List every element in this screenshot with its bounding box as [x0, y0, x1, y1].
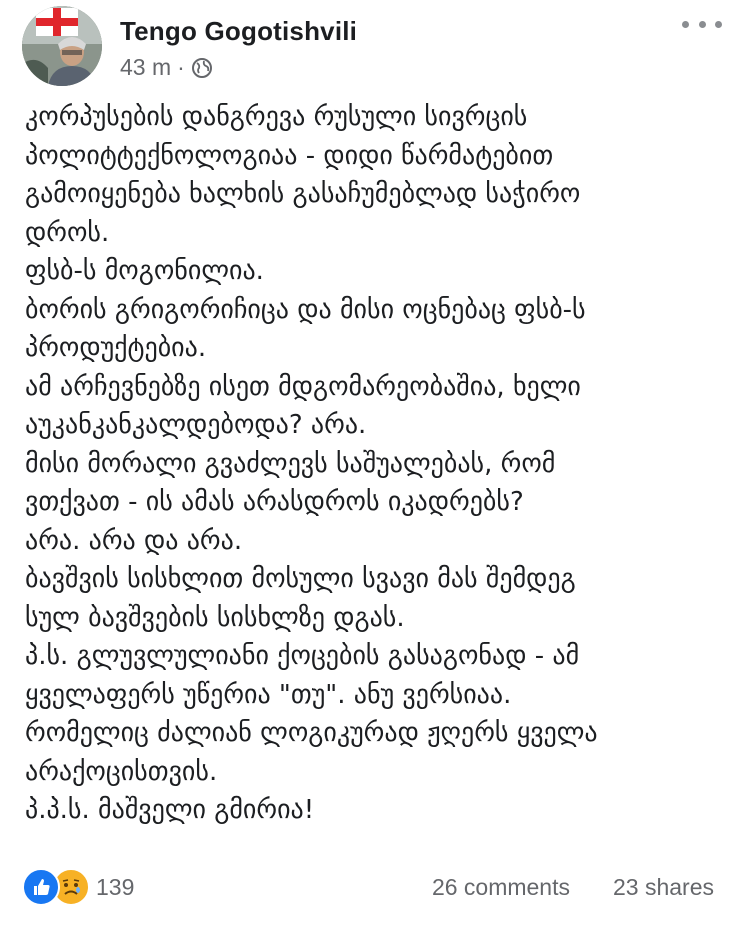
shares-count[interactable]: 23 shares	[612, 874, 714, 900]
post-text-line: მისი მორალი გვაძლევს საშუალებას, რომ	[25, 448, 556, 479]
post-text-line: სულ ბავშვების სისხლზე დგას.	[25, 602, 405, 633]
post-text-line: ვთქვათ - ის ამას არასდროს იკადრებს?	[25, 487, 524, 517]
post-text-line: აუკანკანკალდებოდა? არა.	[25, 410, 367, 440]
post-text-line: არა. არა და არა.	[25, 525, 243, 556]
avatar-photo	[22, 6, 102, 86]
post-text-line: არაქოცისთვის.	[25, 756, 218, 787]
globe-icon	[191, 57, 213, 79]
more-horizontal-icon	[699, 21, 706, 28]
post-text-line: პ.ს. გლუვლულიანი ქოცების გასაგონად - ამ	[25, 641, 580, 671]
meta-separator: ·	[177, 54, 185, 80]
post-text-line: დროს.	[25, 217, 110, 248]
post-text-line: ყველაფერს უწერია "თუ". ანუ ვერსიაა.	[25, 679, 512, 710]
post-text	[25, 98, 725, 830]
post-text-line: რომელიც ძალიან ლოგიკურად ჟღერს ყველა	[25, 718, 598, 748]
post-text-line: ფსბ-ს მოგონილია.	[25, 256, 264, 286]
post-text-line: პოლიტტექნოლოგიაა - დიდი წარმატებით	[25, 140, 554, 171]
more-options-button[interactable]	[682, 12, 722, 36]
post-text-line: პ.პ.ს. მაშველი გმირია!	[25, 795, 315, 825]
post-timestamp[interactable]: 43 m	[120, 54, 172, 80]
post-text-line: გამოიყენება ხალხის გასაჩუმებლად საჭირო	[25, 179, 581, 209]
post-meta	[120, 54, 213, 81]
more-horizontal-icon	[682, 21, 689, 28]
post-text-line: კორპუსების დანგრევა რუსული სივრცის	[25, 102, 528, 132]
post-header	[22, 6, 722, 86]
author-name[interactable]: Tengo Gogotishvili	[120, 16, 358, 46]
comments-count[interactable]: 26 comments	[431, 874, 570, 900]
avatar[interactable]	[22, 6, 102, 86]
like-icon	[22, 868, 60, 906]
more-horizontal-icon	[715, 21, 722, 28]
reactions-summary[interactable]	[22, 868, 134, 906]
post-text-line: ბორის გრიგორიჩიცა და მისი ოცნებაც ფსბ-ს	[25, 294, 586, 325]
post-text-line: ბავშვის სისხლით მოსული სვავი მას შემდეგ	[25, 564, 576, 594]
post-footer	[22, 868, 718, 908]
post-text-line: პროდუქტებია.	[25, 333, 207, 363]
reaction-count[interactable]: 139	[96, 873, 135, 900]
post-text-line: ამ არჩევნებზე ისეთ მდგომარეობაშია, ხელი	[25, 371, 581, 402]
